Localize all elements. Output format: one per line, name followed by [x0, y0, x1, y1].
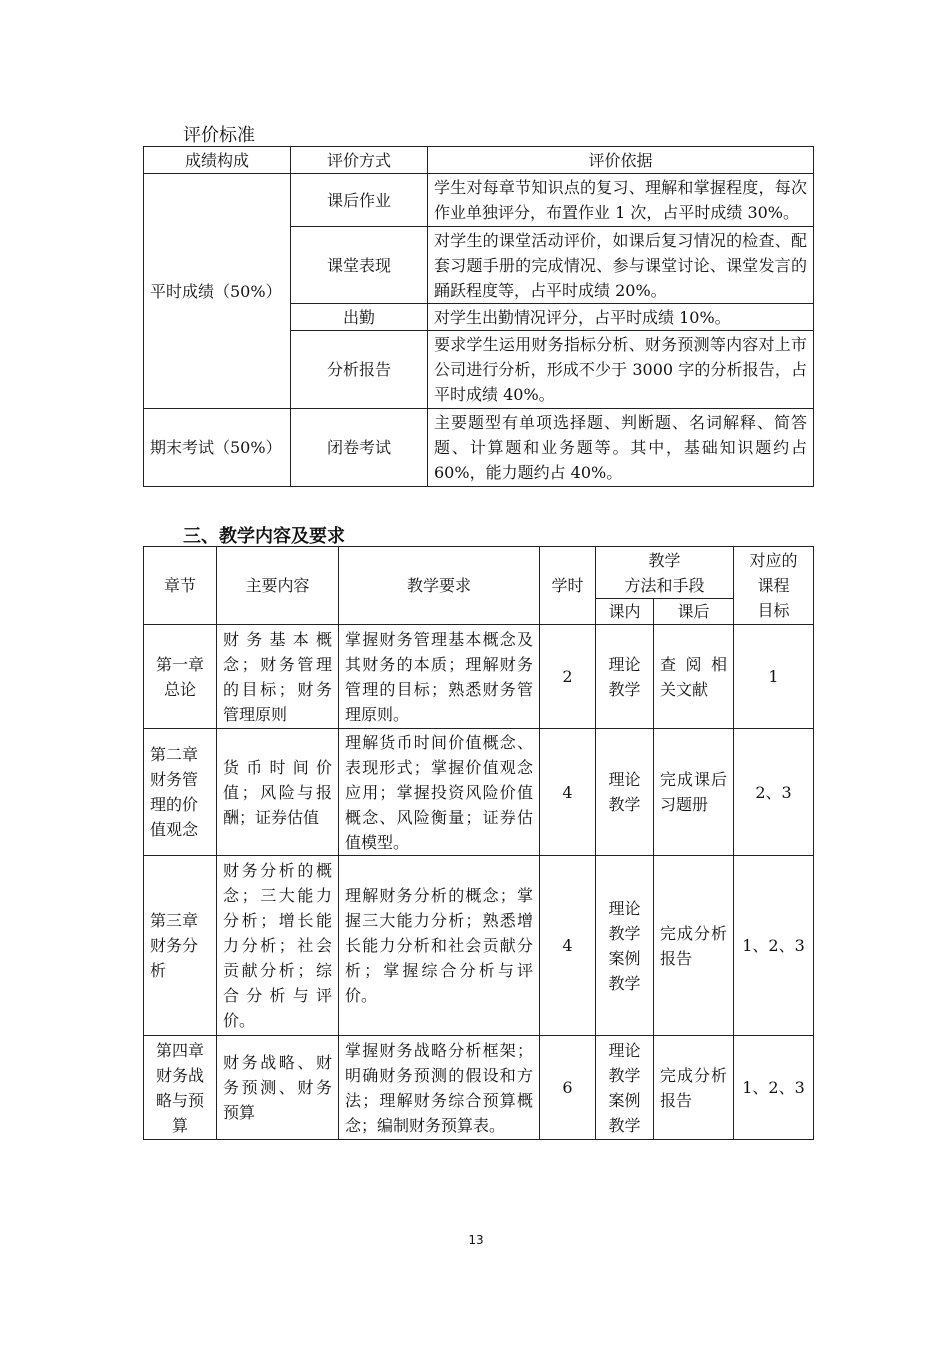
- table-row: [144, 1036, 814, 1140]
- goal-cell: 1、2、3: [734, 1036, 814, 1140]
- basis-cell: 对学生出勤情况评分，占平时成绩 10%。: [428, 304, 814, 331]
- hours-cell: 4: [540, 856, 596, 1036]
- in-class-cell: 理论 教学: [596, 625, 654, 729]
- header-after-class: 课后: [654, 599, 734, 625]
- hours-cell: 2: [540, 625, 596, 729]
- goal-cell: 1: [734, 625, 814, 729]
- header-requirement: 教学要求: [339, 547, 540, 625]
- evaluation-table: [143, 146, 814, 487]
- goal-cell: 2、3: [734, 729, 814, 856]
- teaching-content-table: [143, 546, 814, 1140]
- method-cell: 课堂表现: [291, 227, 428, 304]
- method-cell: 课后作业: [291, 174, 428, 227]
- in-class-cell: 理论 教学 案例 教学: [596, 1036, 654, 1140]
- table-row: [144, 856, 814, 1036]
- table-row: [144, 625, 814, 729]
- header-chapter: 章节: [144, 547, 217, 625]
- hours-cell: 4: [540, 729, 596, 856]
- requirement-cell: 理解财务分析的概念；掌握三大能力分析；熟悉增长能力分析和社会贡献分析；掌握综合分析与评价。: [339, 856, 540, 1036]
- table-row: [144, 174, 814, 227]
- table-header-row: [144, 547, 814, 599]
- header-component: 成绩构成: [144, 147, 291, 174]
- basis-cell: 学生对每章节知识点的复习、理解和掌握程度，每次作业单独评分，布置作业 1 次，占平时成绩 30%。: [428, 174, 814, 227]
- table-row: [144, 729, 814, 856]
- basis-cell: 要求学生运用财务指标分析、财务预测等内容对上市公司进行分析，形成不少于 3000 字的分析报告，占平时成绩 40%。: [428, 331, 814, 409]
- after-class-cell: 完成课后习题册: [654, 729, 734, 856]
- header-method: 评价方式: [291, 147, 428, 174]
- after-class-cell: 完成分析报告: [654, 856, 734, 1036]
- hours-cell: 6: [540, 1036, 596, 1140]
- basis-cell: 主要题型有单项选择题、判断题、名词解释、简答题、计算题和业务题等。其中，基础知识题约占 60%，能力题约占 40%。: [428, 409, 814, 487]
- in-class-cell: 理论 教学 案例 教学: [596, 856, 654, 1036]
- method-cell: 闭卷考试: [291, 409, 428, 487]
- method-cell: 出勤: [291, 304, 428, 331]
- content-cell: 财务战略、财务预测、财务预算: [217, 1036, 339, 1140]
- requirement-cell: 掌握财务战略分析框架；明确财务预测的假设和方法；理解财务综合预算概念；编制财务预算表。: [339, 1036, 540, 1140]
- in-class-cell: 理论 教学: [596, 729, 654, 856]
- header-hours: 学时: [540, 547, 596, 625]
- content-cell: 货币时间价值；风险与报酬；证券估值: [217, 729, 339, 856]
- after-class-cell: 完成分析报告: [654, 1036, 734, 1140]
- requirement-cell: 掌握财务管理基本概念及其财务的本质；理解财务管理的目标；熟悉财务管理原则。: [339, 625, 540, 729]
- table-row: [144, 409, 814, 487]
- requirement-cell: 理解货币时间价值概念、表现形式；掌握价值观念应用；掌握投资风险价值概念、风险衡量；证券估值模型。: [339, 729, 540, 856]
- chapter-cell: 第二章 财务管理的价值观念: [144, 729, 217, 856]
- basis-cell: 对学生的课堂活动评价，如课后复习情况的检查、配套习题手册的完成情况、参与课堂讨论、课堂发言的踊跃程度等，占平时成绩 20%。: [428, 227, 814, 304]
- chapter-cell: 第四章 财务战略与预算: [144, 1036, 217, 1140]
- method-cell: 分析报告: [291, 331, 428, 409]
- header-methods: 教学 方法和手段: [596, 547, 734, 599]
- evaluation-caption: 评价标准: [183, 125, 255, 146]
- table-header-row: [144, 147, 814, 174]
- content-cell: 财务基本概念；财务管理的目标；财务管理原则: [217, 625, 339, 729]
- regular-score-component: 平时成绩（50%）: [144, 174, 291, 409]
- after-class-cell: 查 阅 相关文献: [654, 625, 734, 729]
- page-number: 13: [468, 1233, 484, 1247]
- chapter-cell: 第一章 总论: [144, 625, 217, 729]
- content-cell: 财务分析的概念；三大能力分析；增长能力分析；社会贡献分析；综合分析与评价。: [217, 856, 339, 1036]
- goal-cell: 1、2、3: [734, 856, 814, 1036]
- header-goal: 对应的 课程 目标: [734, 547, 814, 625]
- header-content: 主要内容: [217, 547, 339, 625]
- header-basis: 评价依据: [428, 147, 814, 174]
- header-in-class: 课内: [596, 599, 654, 625]
- final-exam-component: 期末考试（50%）: [144, 409, 291, 487]
- chapter-cell: 第三章 财务分析: [144, 856, 217, 1036]
- section-heading: 三、教学内容及要求: [183, 526, 345, 547]
